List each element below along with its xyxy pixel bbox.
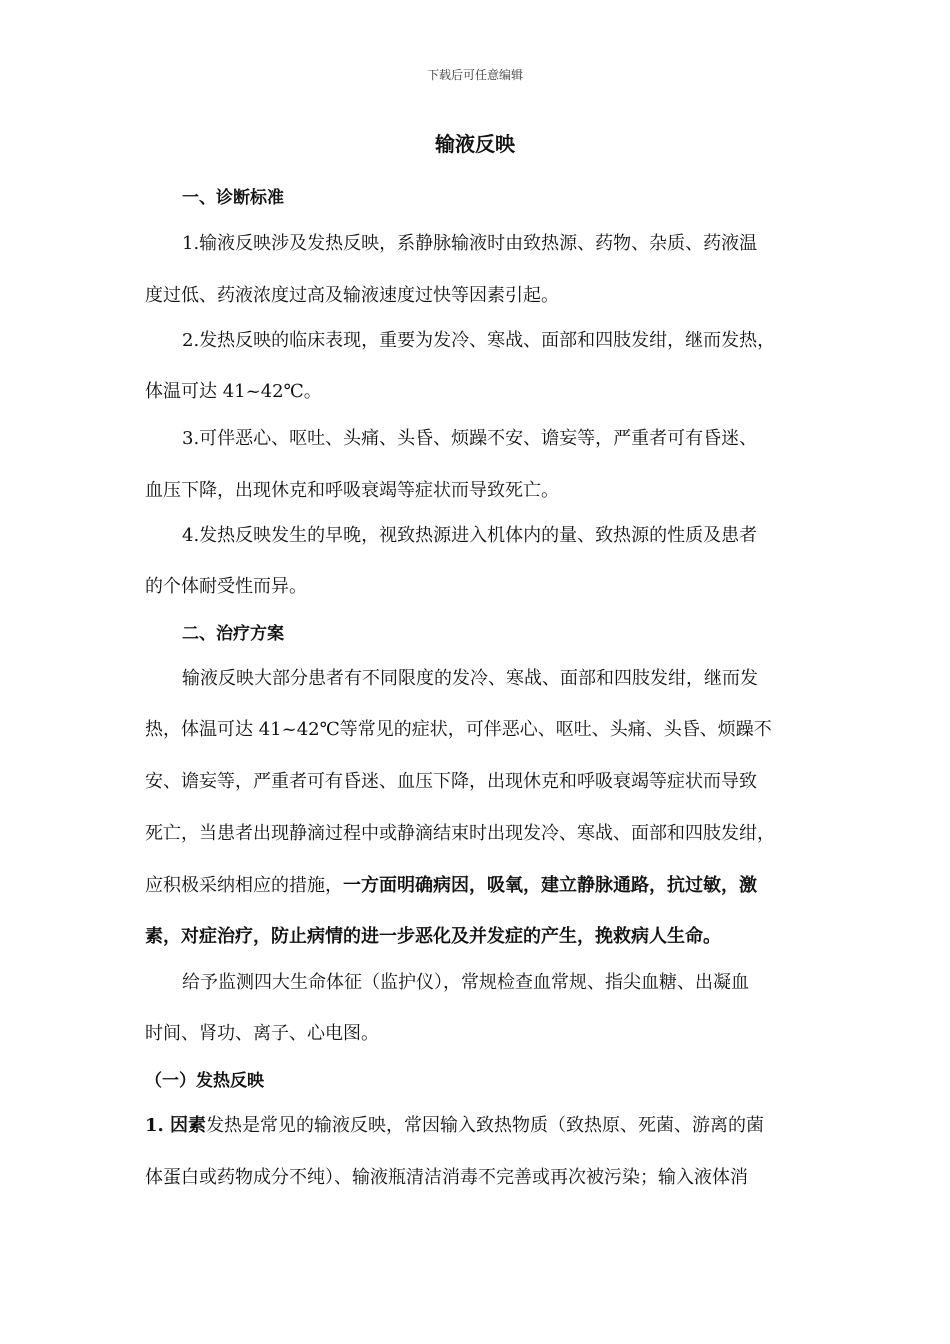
paragraph-line <box>145 871 815 897</box>
paragraph-line: 输液反映大部分患者有不同限度的发冷、寒战、面部和四肢发绀，继而发 <box>182 668 758 689</box>
cause-label: 1. 因素 <box>145 1115 207 1136</box>
paragraph-line: 2.发热反映的临床表现，重要为发冷、寒战、面部和四肢发绀，继而发热， <box>182 330 776 351</box>
paragraph-line: 热，体温可达 41~42℃等常见的症状，可伴恶心、呕吐、头痛、头昏、烦躁不 <box>145 719 772 740</box>
section-heading-diagnosis: 一、诊断标准 <box>182 188 284 208</box>
document-title: 输液反映 <box>435 132 515 156</box>
paragraph-line: 血压下降，出现休克和呼吸衰竭等症状而导致死亡。 <box>145 480 559 501</box>
paragraph-line: 死亡，当患者出现静滴过程中或静滴结束时出现发冷、寒战、面部和四肢发绀， <box>145 823 775 844</box>
paragraph-line: 4.发热反映发生的早晚，视致热源进入机体内的量、致热源的性质及患者 <box>182 525 758 546</box>
bold-text: 一方面明确病因，吸氧，建立静脉通路，抗过敏，激 <box>343 875 757 896</box>
line-text: 应积极采纳相应的措施， <box>145 875 343 896</box>
line-text: 发热是常见的输液反映，常因输入致热物质（致热原、死菌、游离的菌 <box>206 1115 765 1136</box>
paragraph-line <box>145 922 815 948</box>
paragraph-line: 时间、肾功、离子、心电图。 <box>145 1023 379 1044</box>
paragraph-line <box>145 1111 815 1137</box>
section-heading-treatment: 二、治疗方案 <box>182 624 284 644</box>
paragraph-line: 3.可伴恶心、呕吐、头痛、头昏、烦躁不安、谵妄等，严重者可有昏迷、 <box>182 428 758 449</box>
page-header: 下载后可任意编辑 <box>426 68 523 82</box>
paragraph-line: 体蛋白或药物成分不纯）、输液瓶清洁消毒不完善或再次被污染；输入液体消 <box>145 1167 748 1188</box>
paragraph-line: 1.输液反映涉及发热反映，系静脉输液时由致热源、药物、杂质、药液温 <box>182 233 758 254</box>
paragraph-line: 体温可达 41~42℃。 <box>145 381 322 402</box>
paragraph-line: 给予监测四大生命体征（监护仪），常规检查血常规、指尖血糖、出凝血 <box>182 972 749 993</box>
bold-text: 素，对症治疗，防止病情的进一步恶化及并发症的产生，挽救病人生命。 <box>145 926 721 947</box>
paragraph-line: 度过低、药液浓度过高及输液速度过快等因素引起。 <box>145 285 559 306</box>
paragraph-line: 安、谵妄等，严重者可有昏迷、血压下降，出现休克和呼吸衰竭等症状而导致 <box>145 771 757 792</box>
subsection-heading-fever: （一）发热反映 <box>145 1071 264 1091</box>
paragraph-line: 的个体耐受性而异。 <box>145 576 307 597</box>
